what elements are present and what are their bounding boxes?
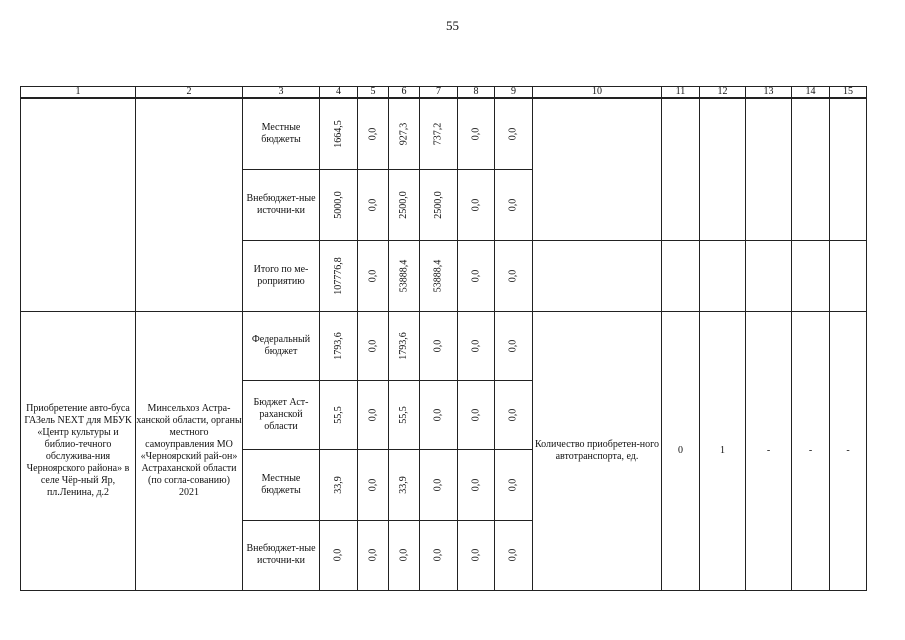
col-header-4: 4 <box>320 87 358 99</box>
value-cell: 0,0 <box>507 269 519 282</box>
empty-indicator-cell <box>533 98 662 240</box>
activity-executor: Минсельхоз Астра-ханской области, органы местного самоуправления МО «Черноярский рай-он» Астраханской области (по согла-сованию) 2021 <box>136 311 243 590</box>
value-cell: 0,0 <box>507 339 519 352</box>
value-cell: 53888,4 <box>398 259 409 292</box>
value-cell: 0,0 <box>432 548 444 562</box>
funding-source: Внебюджет-ные источни-ки <box>243 520 320 590</box>
value-cell: 107776,8 <box>332 256 344 295</box>
value-cell: 0,0 <box>470 269 481 282</box>
value-cell: 5000,0 <box>332 190 344 219</box>
indicator-value-15: - <box>830 311 867 590</box>
funding-source: Местные бюджеты <box>243 449 320 520</box>
value-cell: 0,0 <box>507 198 519 211</box>
value-cell: 927,3 <box>398 122 409 145</box>
indicator-value-11: 0 <box>662 311 700 590</box>
value-cell: 2500,0 <box>432 190 444 219</box>
value-cell: 0,0 <box>398 548 409 562</box>
value-cell: 0,0 <box>367 269 378 282</box>
value-cell: 0,0 <box>432 339 444 352</box>
value-cell: 0,0 <box>507 127 519 140</box>
value-cell: 1793,6 <box>398 331 409 360</box>
table-row <box>21 98 867 169</box>
value-cell: 0,0 <box>470 478 481 491</box>
value-cell: 0,0 <box>470 408 481 421</box>
funding-source: Бюджет Аст-раханской области <box>243 380 320 449</box>
value-cell: 33,9 <box>332 475 344 494</box>
value-cell: 0,0 <box>470 127 481 140</box>
value-cell: 0,0 <box>470 198 481 211</box>
col-header-15: 15 <box>830 87 867 99</box>
empty-executor-cell <box>136 98 243 311</box>
col-header-7: 7 <box>420 87 458 99</box>
value-cell: 0,0 <box>507 408 519 421</box>
col-header-12: 12 <box>700 87 746 99</box>
col-header-11: 11 <box>662 87 700 99</box>
value-cell: 0,0 <box>367 198 378 211</box>
col-header-13: 13 <box>746 87 792 99</box>
column-number-row <box>21 87 867 99</box>
col-header-3: 3 <box>243 87 320 99</box>
funding-source: Местные бюджеты <box>243 98 320 169</box>
col-header-8: 8 <box>458 87 495 99</box>
value-cell: 0,0 <box>507 478 519 491</box>
page-number: 55 <box>446 18 459 33</box>
empty-description-cell <box>21 98 136 311</box>
value-cell: 0,0 <box>470 339 481 352</box>
value-cell: 0,0 <box>507 548 519 562</box>
indicator-value-14: - <box>792 311 830 590</box>
col-header-9: 9 <box>495 87 533 99</box>
col-header-6: 6 <box>389 87 420 99</box>
funding-source: Итого по ме-роприятию <box>243 240 320 311</box>
col-header-10: 10 <box>533 87 662 99</box>
col-header-14: 14 <box>792 87 830 99</box>
value-cell: 2500,0 <box>398 190 409 219</box>
value-cell: 0,0 <box>470 548 481 562</box>
col-header-1: 1 <box>21 87 136 99</box>
funding-source: Федеральный бюджет <box>243 311 320 380</box>
value-cell: 0,0 <box>367 339 378 352</box>
value-cell: 55,5 <box>332 405 344 424</box>
funding-source: Внебюджет-ные источни-ки <box>243 169 320 240</box>
value-cell: 0,0 <box>367 478 378 491</box>
indicator-value-12: 1 <box>700 311 746 590</box>
value-cell: 55,5 <box>398 405 409 424</box>
value-cell: 0,0 <box>367 408 378 421</box>
value-cell: 0,0 <box>432 408 444 421</box>
value-cell: 0,0 <box>432 478 444 491</box>
value-cell: 53888,4 <box>432 259 444 292</box>
value-cell: 1664,5 <box>332 120 344 148</box>
value-cell: 1793,6 <box>332 331 344 360</box>
value-cell: 0,0 <box>332 548 344 562</box>
col-header-5: 5 <box>358 87 389 99</box>
value-cell: 0,0 <box>367 127 378 140</box>
indicator-name: Количество приобретен-ного автотранспорта, ед. <box>533 311 662 590</box>
activity-description: Приобретение авто-буса ГАЗель NEXT для МБУК «Центр культуры и библио-течного обслужива-ния Черноярского района» в селе Чёр-ный Яр, пл.Ленина, д.2 <box>21 311 136 590</box>
value-cell: 737,2 <box>432 122 444 145</box>
col-header-2: 2 <box>136 87 243 99</box>
value-cell: 0,0 <box>367 548 378 562</box>
value-cell: 33,9 <box>398 475 409 494</box>
activity-year: 2021 <box>179 486 199 498</box>
program-table <box>20 86 867 591</box>
indicator-value-13: - <box>746 311 792 590</box>
table-row <box>21 311 867 380</box>
